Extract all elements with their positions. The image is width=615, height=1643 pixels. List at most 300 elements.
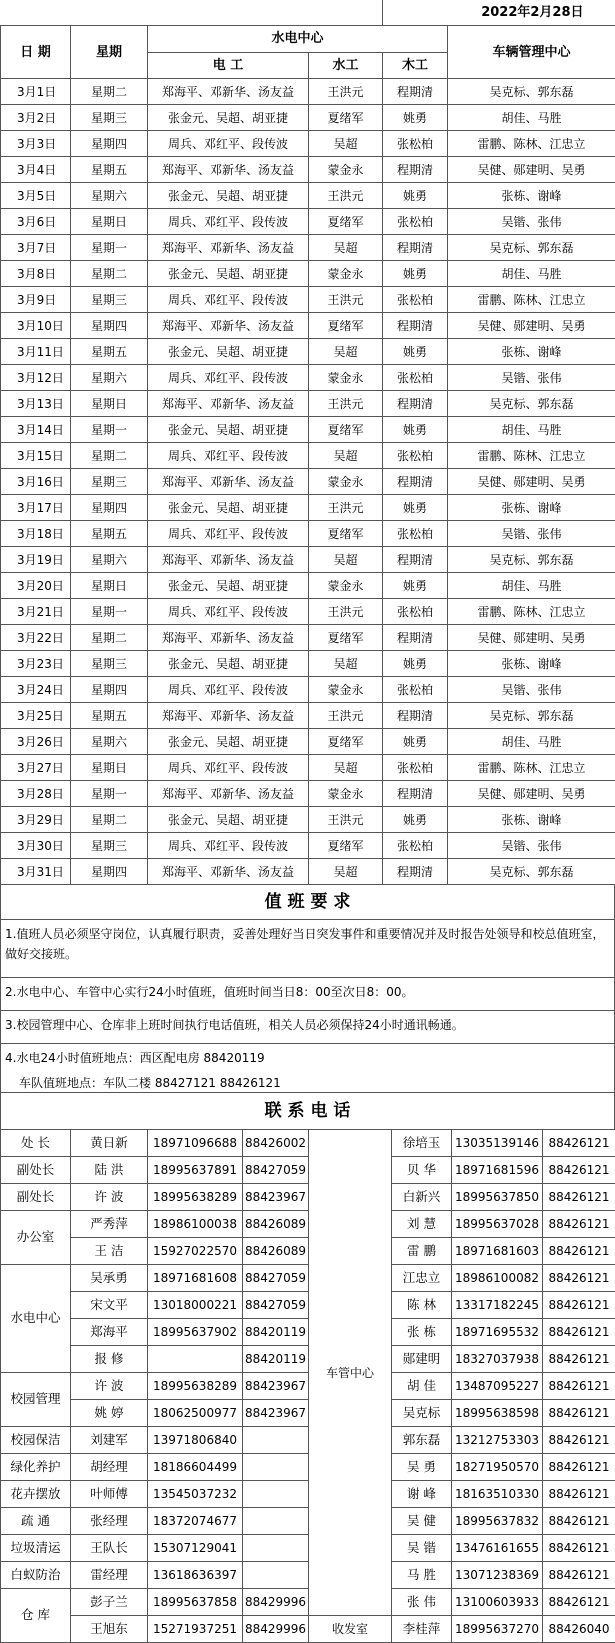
contact-name: 雷 鹏 — [392, 1238, 452, 1265]
duty-electricians: 张金元、吴超、胡亚捷 — [148, 573, 309, 599]
duty-date: 3月9日 — [1, 287, 71, 313]
contact-phone: 88426121 — [543, 1346, 615, 1373]
duty-date: 3月20日 — [1, 573, 71, 599]
duty-carpenter: 张松柏 — [383, 131, 448, 157]
contact-name: 王 洁 — [71, 1238, 148, 1265]
duty-date: 3月29日 — [1, 807, 71, 833]
duty-date: 3月25日 — [1, 703, 71, 729]
duty-electricians: 周兵、邓红平、段传波 — [148, 677, 309, 703]
contacts-title: 联 系 电 话 — [0, 1093, 615, 1129]
duty-electricians: 郑海平、邓新华、汤友益 — [148, 313, 309, 339]
contact-phone: 88420119 — [243, 1346, 309, 1373]
duty-weekday: 星期五 — [71, 703, 148, 729]
contact-mobile: 13071238369 — [452, 1562, 543, 1589]
contact-mobile: 13100603933 — [452, 1589, 543, 1616]
contact-mobile: 13618636397 — [148, 1562, 243, 1589]
duty-plumber: 王洪元 — [309, 79, 383, 105]
contact-name: 张经理 — [71, 1508, 148, 1535]
requirement-item-5: 车队值班地点：车队二楼 88427121 88426121 — [0, 1069, 615, 1093]
date-row — [1, 0, 615, 26]
duty-weekday: 星期三 — [71, 469, 148, 495]
contact-row — [1, 1616, 615, 1643]
contact-mobile: 18971096688 — [148, 1130, 243, 1157]
duty-carpenter: 张松柏 — [383, 365, 448, 391]
mailroom-label: 收发室 — [309, 1616, 392, 1643]
duty-electricians: 周兵、邓红平、段传波 — [148, 443, 309, 469]
contact-phone: 88426121 — [543, 1184, 615, 1211]
duty-electricians: 郑海平、邓新华、汤友益 — [148, 547, 309, 573]
duty-vehicle: 吴锴、张伟 — [448, 677, 615, 703]
duty-carpenter: 程期清 — [383, 469, 448, 495]
duty-vehicle: 吴锴、张伟 — [448, 365, 615, 391]
duty-vehicle: 张栋、谢峰 — [448, 807, 615, 833]
duty-vehicle: 雷鹏、陈林、江忠立 — [448, 599, 615, 625]
contact-mobile: 18327037938 — [452, 1346, 543, 1373]
duty-vehicle: 吴健、郧建明、吴勇 — [448, 469, 615, 495]
contact-row — [1, 1481, 615, 1508]
duty-date: 3月13日 — [1, 391, 71, 417]
duty-plumber: 蒙金永 — [309, 157, 383, 183]
contact-name: 白新兴 — [392, 1184, 452, 1211]
duty-carpenter: 姚勇 — [383, 417, 448, 443]
duty-date: 3月5日 — [1, 183, 71, 209]
contact-mobile: 18163510330 — [452, 1481, 543, 1508]
contact-name: 吴承勇 — [71, 1265, 148, 1292]
contact-name: 吴克标 — [392, 1400, 452, 1427]
contact-phone: 88420119 — [243, 1319, 309, 1346]
contact-mobile: 18986100038 — [148, 1211, 243, 1238]
duty-vehicle: 胡佳、马胜 — [448, 729, 615, 755]
duty-date: 3月24日 — [1, 677, 71, 703]
duty-date: 3月27日 — [1, 755, 71, 781]
duty-row — [1, 157, 615, 183]
requirement-item-1: 1.值班人员必须坚守岗位，认真履行职责，妥善处理好当日突发事件和重要情况并及时报告处领导和校总值班室，做好交接班。 — [0, 919, 615, 977]
duty-row — [1, 495, 615, 521]
duty-weekday: 星期日 — [71, 573, 148, 599]
contact-name: 李桂萍 — [392, 1616, 452, 1643]
duty-vehicle: 吴克标、郭东磊 — [448, 235, 615, 261]
contact-mobile: 18995637858 — [148, 1589, 243, 1616]
contact-name: 陆 洪 — [71, 1157, 148, 1184]
duty-date: 3月8日 — [1, 261, 71, 287]
contact-phone: 88426121 — [543, 1265, 615, 1292]
duty-date: 3月21日 — [1, 599, 71, 625]
contact-mobile: 13212753303 — [452, 1427, 543, 1454]
duty-row — [1, 443, 615, 469]
duty-carpenter: 姚勇 — [383, 261, 448, 287]
contact-dept: 花卉摆放 — [1, 1481, 71, 1508]
contact-row — [1, 1562, 615, 1589]
duty-plumber: 蒙金永 — [309, 573, 383, 599]
duty-carpenter: 张松柏 — [383, 755, 448, 781]
duty-row — [1, 183, 615, 209]
duty-plumber: 王洪元 — [309, 599, 383, 625]
contact-mobile: 13971806840 — [148, 1427, 243, 1454]
duty-electricians: 郑海平、邓新华、汤友益 — [148, 859, 309, 885]
duty-electricians: 张金元、吴超、胡亚捷 — [148, 105, 309, 131]
duty-row — [1, 781, 615, 807]
duty-carpenter: 张松柏 — [383, 521, 448, 547]
contact-dept: 处 长 — [1, 1130, 71, 1157]
duty-weekday: 星期六 — [71, 729, 148, 755]
duty-weekday: 星期五 — [71, 339, 148, 365]
contact-phone: 88426121 — [543, 1211, 615, 1238]
duty-vehicle: 胡佳、马胜 — [448, 261, 615, 287]
contact-dept: 校园管理 — [1, 1373, 71, 1427]
duty-electricians: 周兵、邓红平、段传波 — [148, 755, 309, 781]
contact-phone: 88426121 — [543, 1427, 615, 1454]
duty-carpenter: 程期清 — [383, 547, 448, 573]
duty-row — [1, 599, 615, 625]
duty-electricians: 郑海平、邓新华、汤友益 — [148, 781, 309, 807]
header-weekday: 星期 — [71, 26, 148, 79]
duty-plumber: 夏绪军 — [309, 521, 383, 547]
duty-vehicle: 雷鹏、陈林、江忠立 — [448, 443, 615, 469]
duty-date: 3月17日 — [1, 495, 71, 521]
duty-vehicle: 张栋、谢峰 — [448, 183, 615, 209]
duty-carpenter: 姚勇 — [383, 183, 448, 209]
duty-vehicle: 胡佳、马胜 — [448, 573, 615, 599]
contact-mobile: 18271950570 — [452, 1454, 543, 1481]
contact-row — [1, 1238, 615, 1265]
duty-carpenter: 程期清 — [383, 703, 448, 729]
duty-plumber: 吴超 — [309, 131, 383, 157]
duty-plumber: 夏绪军 — [309, 729, 383, 755]
duty-row — [1, 209, 615, 235]
duty-carpenter: 姚勇 — [383, 339, 448, 365]
contact-name: 张 栋 — [392, 1319, 452, 1346]
contact-phone — [243, 1535, 309, 1562]
contact-name: 吴 健 — [392, 1508, 452, 1535]
contact-mobile: 18995637902 — [148, 1319, 243, 1346]
blank-cell — [1, 0, 383, 26]
duty-row — [1, 261, 615, 287]
contact-row — [1, 1292, 615, 1319]
duty-date: 3月19日 — [1, 547, 71, 573]
duty-row — [1, 521, 615, 547]
duty-weekday: 星期二 — [71, 79, 148, 105]
duty-carpenter: 姚勇 — [383, 651, 448, 677]
duty-date: 3月16日 — [1, 469, 71, 495]
contact-mobile: 13487095227 — [452, 1373, 543, 1400]
duty-plumber: 吴超 — [309, 235, 383, 261]
duty-row — [1, 833, 615, 859]
contact-phone: 88426121 — [543, 1238, 615, 1265]
duty-row — [1, 859, 615, 885]
duty-electricians: 张金元、吴超、胡亚捷 — [148, 651, 309, 677]
duty-row — [1, 755, 615, 781]
duty-vehicle: 张栋、谢峰 — [448, 651, 615, 677]
contact-row — [1, 1211, 615, 1238]
contact-name: 郑海平 — [71, 1319, 148, 1346]
contact-phone: 88426121 — [543, 1157, 615, 1184]
duty-electricians: 张金元、吴超、胡亚捷 — [148, 261, 309, 287]
contact-mobile: 15307129041 — [148, 1535, 243, 1562]
duty-electricians: 张金元、吴超、胡亚捷 — [148, 729, 309, 755]
duty-vehicle: 雷鹏、陈林、江忠立 — [448, 287, 615, 313]
contact-mobile: 18995637832 — [452, 1508, 543, 1535]
duty-vehicle: 张栋、谢峰 — [448, 495, 615, 521]
duty-plumber: 吴超 — [309, 651, 383, 677]
duty-weekday: 星期四 — [71, 859, 148, 885]
contact-row — [1, 1130, 615, 1157]
duty-row — [1, 573, 615, 599]
duty-weekday: 星期三 — [71, 651, 148, 677]
duty-carpenter: 张松柏 — [383, 677, 448, 703]
duty-date: 3月26日 — [1, 729, 71, 755]
duty-date: 3月11日 — [1, 339, 71, 365]
duty-vehicle: 吴健、郧建明、吴勇 — [448, 781, 615, 807]
duty-plumber: 吴超 — [309, 755, 383, 781]
contact-phone: 88426121 — [543, 1400, 615, 1427]
duty-vehicle: 雷鹏、陈林、江忠立 — [448, 131, 615, 157]
contact-mobile: 18995638598 — [452, 1400, 543, 1427]
duty-weekday: 星期六 — [71, 365, 148, 391]
duty-weekday: 星期六 — [71, 183, 148, 209]
duty-row — [1, 417, 615, 443]
contact-name: 吴 勇 — [392, 1454, 452, 1481]
duty-carpenter: 程期清 — [383, 235, 448, 261]
contact-phone: 88426121 — [543, 1292, 615, 1319]
contact-name: 姚 婷 — [71, 1400, 148, 1427]
contact-row — [1, 1427, 615, 1454]
duty-vehicle: 吴克标、郭东磊 — [448, 79, 615, 105]
contact-phone — [243, 1562, 309, 1589]
duty-row — [1, 313, 615, 339]
duty-weekday: 星期四 — [71, 313, 148, 339]
contact-mobile: 18995638289 — [148, 1373, 243, 1400]
duty-weekday: 星期二 — [71, 443, 148, 469]
duty-carpenter: 姚勇 — [383, 807, 448, 833]
contact-row — [1, 1535, 615, 1562]
contact-mobile: 18995637028 — [452, 1211, 543, 1238]
contact-mobile: 18971695532 — [452, 1319, 543, 1346]
contact-mobile: 18372074677 — [148, 1508, 243, 1535]
contact-name: 严秀萍 — [71, 1211, 148, 1238]
contact-row — [1, 1508, 615, 1535]
contact-name: 彭子兰 — [71, 1589, 148, 1616]
contact-phone: 88426121 — [543, 1319, 615, 1346]
contact-row — [1, 1454, 615, 1481]
duty-date: 3月12日 — [1, 365, 71, 391]
duty-row — [1, 235, 615, 261]
contact-name: 张 伟 — [392, 1589, 452, 1616]
duty-row — [1, 105, 615, 131]
duty-carpenter: 程期清 — [383, 625, 448, 651]
contact-row — [1, 1184, 615, 1211]
contact-phone: 88423967 — [243, 1373, 309, 1400]
contact-name: 胡 佳 — [392, 1373, 452, 1400]
duty-plumber: 王洪元 — [309, 495, 383, 521]
duty-plumber: 吴超 — [309, 547, 383, 573]
duty-electricians: 郑海平、邓新华、汤友益 — [148, 79, 309, 105]
contact-mobile: 13018000221 — [148, 1292, 243, 1319]
duty-carpenter: 姚勇 — [383, 495, 448, 521]
duty-carpenter: 张松柏 — [383, 833, 448, 859]
duty-plumber: 夏绪军 — [309, 105, 383, 131]
duty-electricians: 张金元、吴超、胡亚捷 — [148, 495, 309, 521]
duty-weekday: 星期二 — [71, 261, 148, 287]
contact-name: 王旭东 — [71, 1616, 148, 1643]
contact-name: 王队长 — [71, 1535, 148, 1562]
contact-name: 陈 林 — [392, 1292, 452, 1319]
duty-weekday: 星期四 — [71, 495, 148, 521]
duty-row — [1, 703, 615, 729]
duty-plumber: 王洪元 — [309, 703, 383, 729]
duty-carpenter: 姚勇 — [383, 573, 448, 599]
duty-plumber: 夏绪军 — [309, 833, 383, 859]
contact-name: 许 波 — [71, 1373, 148, 1400]
contact-phone: 88426121 — [543, 1589, 615, 1616]
duty-vehicle: 吴克标、郭东磊 — [448, 547, 615, 573]
duty-row — [1, 339, 615, 365]
contact-mobile: 15927022570 — [148, 1238, 243, 1265]
duty-electricians: 张金元、吴超、胡亚捷 — [148, 339, 309, 365]
duty-electricians: 周兵、邓红平、段传波 — [148, 287, 309, 313]
duty-plumber: 王洪元 — [309, 287, 383, 313]
contact-phone — [243, 1508, 309, 1535]
contact-name: 江忠立 — [392, 1265, 452, 1292]
duty-row — [1, 131, 615, 157]
contact-name: 刘 慧 — [392, 1211, 452, 1238]
contact-dept: 疏 通 — [1, 1508, 71, 1535]
contact-phone: 88426121 — [543, 1481, 615, 1508]
duty-date: 3月22日 — [1, 625, 71, 651]
contact-name: 刘建军 — [71, 1427, 148, 1454]
contact-mobile: 15271937251 — [148, 1616, 243, 1643]
duty-date: 3月14日 — [1, 417, 71, 443]
duty-weekday: 星期四 — [71, 131, 148, 157]
duty-carpenter: 姚勇 — [383, 105, 448, 131]
contact-name: 谢 峰 — [392, 1481, 452, 1508]
contact-dept: 仓 库 — [1, 1589, 71, 1643]
duty-electricians: 郑海平、邓新华、汤友益 — [148, 625, 309, 651]
contact-phone — [243, 1481, 309, 1508]
contact-mobile: 13545037232 — [148, 1481, 243, 1508]
contact-dept: 副处长 — [1, 1157, 71, 1184]
duty-vehicle: 吴锴、张伟 — [448, 833, 615, 859]
requirements-title: 值 班 要 求 — [0, 885, 615, 919]
duty-plumber: 吴超 — [309, 859, 383, 885]
contact-phone: 88427059 — [243, 1292, 309, 1319]
duty-vehicle: 吴克标、郭东磊 — [448, 391, 615, 417]
duty-row — [1, 287, 615, 313]
duty-weekday: 星期三 — [71, 833, 148, 859]
duty-plumber: 王洪元 — [309, 807, 383, 833]
duty-row — [1, 469, 615, 495]
requirement-item-4: 4.水电24小时值班地点：西区配电房 88420119 — [0, 1043, 615, 1069]
contact-mobile: 18186604499 — [148, 1454, 243, 1481]
duty-electricians: 周兵、邓红平、段传波 — [148, 599, 309, 625]
duty-row — [1, 807, 615, 833]
duty-carpenter: 姚勇 — [383, 729, 448, 755]
contacts-table — [0, 1129, 615, 1643]
duty-carpenter: 张松柏 — [383, 599, 448, 625]
duty-electricians: 周兵、邓红平、段传波 — [148, 521, 309, 547]
duty-carpenter: 程期清 — [383, 391, 448, 417]
vehicle-center-label: 车管中心 — [309, 1130, 392, 1616]
duty-plumber: 蒙金永 — [309, 781, 383, 807]
contact-dept: 水电中心 — [1, 1265, 71, 1373]
duty-date: 3月4日 — [1, 157, 71, 183]
contact-name: 许 波 — [71, 1184, 148, 1211]
duty-vehicle: 吴健、郧建明、吴勇 — [448, 157, 615, 183]
duty-date: 3月30日 — [1, 833, 71, 859]
contact-phone: 88423967 — [243, 1184, 309, 1211]
contact-dept: 白蚁防治 — [1, 1562, 71, 1589]
header-carpenter: 木工 — [383, 52, 448, 79]
contact-phone: 88426121 — [543, 1373, 615, 1400]
contact-name: 郧建明 — [392, 1346, 452, 1373]
duty-plumber: 王洪元 — [309, 391, 383, 417]
duty-carpenter: 程期清 — [383, 859, 448, 885]
contact-phone: 88427059 — [243, 1265, 309, 1292]
contact-phone: 88426040 — [543, 1616, 615, 1643]
contact-mobile: 18986100082 — [452, 1265, 543, 1292]
header-electrician: 电 工 — [148, 52, 309, 79]
duty-electricians: 郑海平、邓新华、汤友益 — [148, 235, 309, 261]
duty-electricians: 张金元、吴超、胡亚捷 — [148, 807, 309, 833]
contact-name: 黄日新 — [71, 1130, 148, 1157]
contact-mobile: 18971681596 — [452, 1157, 543, 1184]
contact-phone: 88426121 — [543, 1535, 615, 1562]
duty-carpenter: 程期清 — [383, 781, 448, 807]
contact-phone: 88426121 — [543, 1562, 615, 1589]
header-vehicle-center: 车辆管理中心 — [448, 26, 615, 79]
contact-row — [1, 1589, 615, 1616]
duty-plumber: 蒙金永 — [309, 261, 383, 287]
duty-date: 3月15日 — [1, 443, 71, 469]
duty-plumber: 蒙金永 — [309, 365, 383, 391]
duty-electricians: 周兵、邓红平、段传波 — [148, 365, 309, 391]
duty-vehicle: 胡佳、马胜 — [448, 105, 615, 131]
duty-electricians: 张金元、吴超、胡亚捷 — [148, 183, 309, 209]
duty-vehicle: 吴锴、张伟 — [448, 521, 615, 547]
contact-row — [1, 1319, 615, 1346]
contact-mobile: 13317182245 — [452, 1292, 543, 1319]
duty-plumber: 吴超 — [309, 339, 383, 365]
duty-plumber: 吴超 — [309, 443, 383, 469]
duty-date: 3月28日 — [1, 781, 71, 807]
header-date: 日 期 — [1, 26, 71, 79]
duty-row — [1, 651, 615, 677]
contact-mobile: 18995637270 — [452, 1616, 543, 1643]
duty-vehicle: 吴健、郧建明、吴勇 — [448, 313, 615, 339]
duty-vehicle: 张栋、谢峰 — [448, 339, 615, 365]
duty-vehicle: 胡佳、马胜 — [448, 417, 615, 443]
duty-row — [1, 625, 615, 651]
contact-mobile: 13476161655 — [452, 1535, 543, 1562]
contact-name: 吴 锴 — [392, 1535, 452, 1562]
duty-electricians: 张金元、吴超、胡亚捷 — [148, 417, 309, 443]
contact-phone: 88427059 — [243, 1157, 309, 1184]
duty-weekday: 星期一 — [71, 417, 148, 443]
duty-electricians: 周兵、邓红平、段传波 — [148, 131, 309, 157]
contact-phone: 88426089 — [243, 1211, 309, 1238]
duty-weekday: 星期五 — [71, 521, 148, 547]
duty-plumber: 夏绪军 — [309, 417, 383, 443]
contact-dept: 办公室 — [1, 1211, 71, 1265]
document-date: 2022年2月28日 — [383, 0, 615, 26]
duty-plumber: 蒙金永 — [309, 677, 383, 703]
duty-row — [1, 365, 615, 391]
contact-phone: 88426121 — [543, 1508, 615, 1535]
duty-weekday: 星期三 — [71, 287, 148, 313]
duty-date: 3月23日 — [1, 651, 71, 677]
duty-date: 3月1日 — [1, 79, 71, 105]
duty-date: 3月18日 — [1, 521, 71, 547]
duty-weekday: 星期一 — [71, 235, 148, 261]
